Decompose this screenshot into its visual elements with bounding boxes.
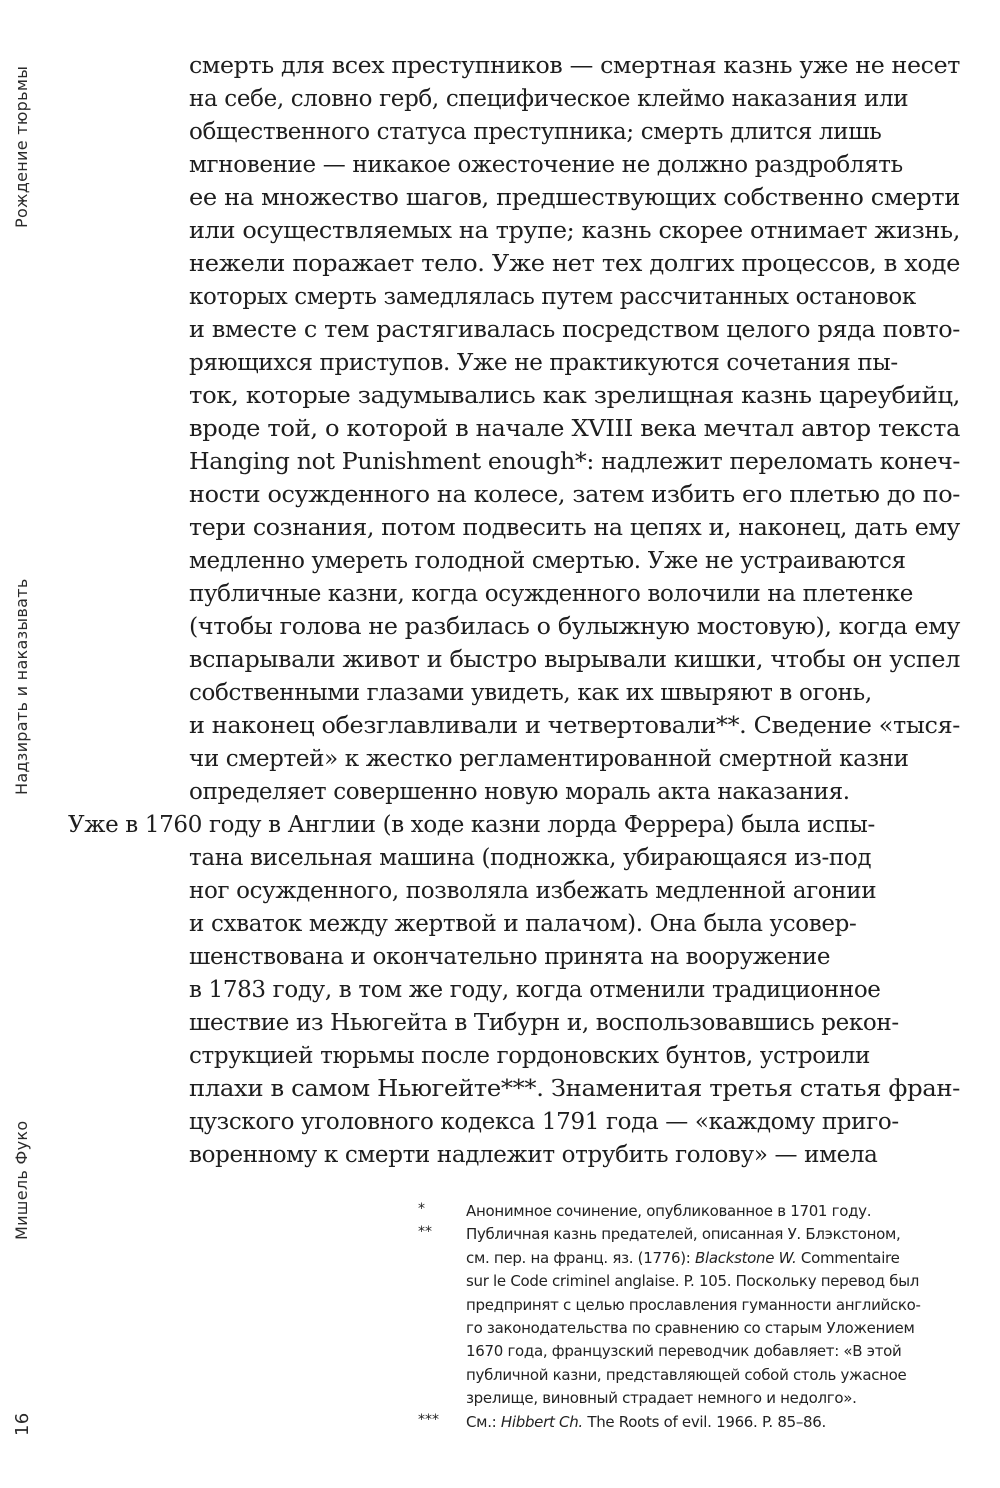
running-head-book-title: Надзирать и наказывать — [12, 578, 31, 795]
footnote-line: см. пер. на франц. яз. (1776): Blackstone W. Commentaire — [466, 1248, 900, 1267]
body-line: или осуществляемых на трупе; казнь скорее отнимает жизнь, — [189, 218, 960, 244]
footnote-line: Публичная казнь предателей, описанная У. Блэкстоном, — [466, 1225, 901, 1244]
body-line: ряющихся приступов. Уже не практикуются сочетания пы- — [189, 350, 898, 376]
footnote-line: го законодательства по сравнению со старым Уложением — [466, 1319, 915, 1337]
body-line: публичные казни, когда осужденного волочили на плетенке — [189, 581, 914, 607]
body-line: Уже в 1760 году в Англии (в ходе казни лорда Феррера) была испы- — [68, 812, 875, 838]
body-line: общественного статуса преступника; смерть длится лишь — [189, 119, 882, 145]
body-line: определяет совершенно новую мораль акта наказания. — [189, 779, 850, 805]
body-line: нежели поражает тело. Уже нет тех долгих процессов, в ходе — [189, 251, 960, 277]
body-line: струкцией тюрьмы после гордоновских бунтов, устроили — [189, 1043, 870, 1069]
footnote-marker: *** — [418, 1411, 439, 1428]
footnote-line: Анонимное сочинение, опубликованное в 1701 году. — [466, 1202, 872, 1220]
body-line: чи смертей» к жестко регламентированной смертной казни — [189, 746, 909, 772]
body-line: мгновение — никакое ожесточение не должно раздроблять — [189, 152, 903, 178]
body-line: тана висельная машина (подножка, убирающаяся из-под — [189, 845, 872, 871]
body-line: ее на множество шагов, предшествующих собственно смерти — [189, 185, 960, 211]
footnote-line: 1670 года, французский переводчик добавляет: «В этой — [466, 1342, 902, 1361]
body-line: ности осужденного на колесе, затем избить его плетью до по- — [189, 482, 961, 508]
body-line: плахи в самом Ньюгейте***. Знаменитая третья статья фран- — [189, 1076, 961, 1102]
body-line: и схваток между жертвой и палачом). Она была усовер- — [189, 911, 857, 937]
body-line: шенствована и окончательно принята на вооружение — [189, 944, 831, 970]
footnote-line: публичной казни, представляющей собой столь ужасное — [466, 1365, 907, 1384]
footnote-line: См.: Hibbert Ch. The Roots of evil. 1966. P. 85–86. — [466, 1412, 826, 1431]
body-line: в 1783 году, в том же году, когда отменили традиционное — [189, 977, 881, 1003]
body-line: которых смерть замедлялась путем рассчитанных остановок — [189, 284, 916, 310]
page-number: 16 — [12, 1412, 33, 1436]
body-line: на себе, словно герб, специфическое клеймо наказания или — [189, 86, 909, 112]
body-line: Hanging not Punishment enough*: надлежит переломать конеч- — [189, 449, 961, 475]
body-line: вроде той, о которой в начале XVIII века мечтал автор текста — [189, 416, 961, 442]
body-line: тери сознания, потом подвесить на цепях и, наконец, дать ему — [189, 515, 961, 541]
body-line: ток, которые задумывались как зрелищная казнь цареубийц, — [189, 383, 961, 409]
running-head-author: Мишель Фуко — [12, 1120, 31, 1240]
body-line: медленно умереть голодной смертью. Уже не устраиваются — [189, 548, 906, 574]
body-line: ног осужденного, позволяла избежать медленной агонии — [189, 878, 877, 904]
footnote-line: sur le Code criminel anglaise. P. 105. Поскольку перевод был — [466, 1272, 920, 1291]
body-line: цузского уголовного кодекса 1791 года — «каждому приго- — [189, 1109, 899, 1135]
body-line: вспарывали живот и быстро вырывали кишки, чтобы он успел — [189, 647, 960, 673]
body-line: и наконец обезглавливали и четвертовали**. Сведение «тыся- — [189, 713, 961, 739]
body-line: (чтобы голова не разбилась о булыжную мостовую), когда ему — [189, 614, 960, 640]
footnote-marker: ** — [418, 1224, 432, 1241]
footnote-marker: * — [418, 1201, 425, 1217]
body-line: смерть для всех преступников — смертная казнь уже не несет — [189, 53, 961, 79]
body-line: собственными глазами увидеть, как их швыряют в огонь, — [189, 680, 872, 706]
body-line: и вместе с тем растягивалась посредством целого ряда повто- — [189, 317, 960, 343]
footnote-line: предпринят с целью прославления гуманности английско- — [466, 1295, 921, 1314]
running-head-section: Рождение тюрьмы — [12, 65, 31, 228]
body-line: шествие из Ньюгейта в Тибурн и, воспользовавшись рекон- — [189, 1010, 899, 1036]
footnote-line: зрелище, виновный страдает немного и недолго». — [466, 1389, 857, 1408]
body-line: воренному к смерти надлежит отрубить голову» — имела — [189, 1142, 878, 1168]
